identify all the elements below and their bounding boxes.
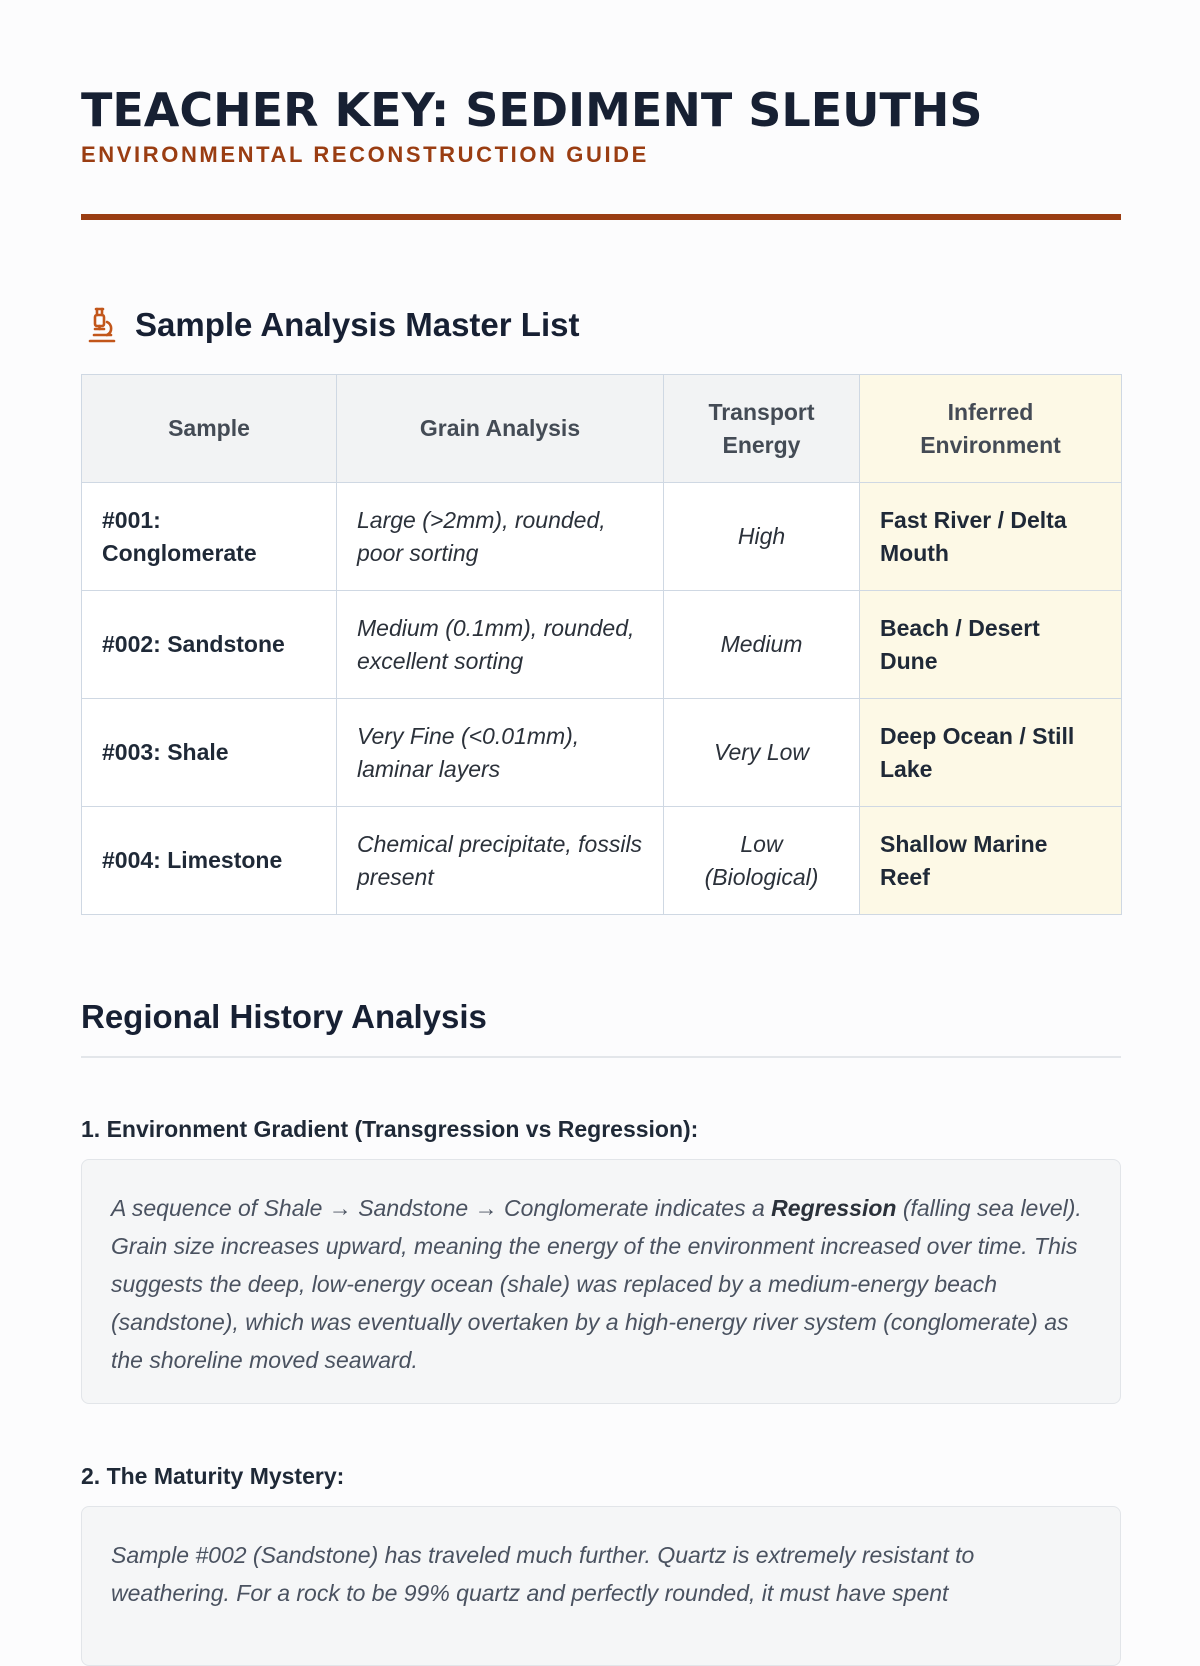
table-header-row — [82, 375, 1122, 483]
table-row — [82, 807, 1122, 915]
question-heading-maturity-mystery: 2. The Maturity Mystery: — [81, 1463, 345, 1489]
sample-cell: #004: Limestone — [82, 807, 337, 915]
table-row — [82, 483, 1122, 591]
answer-text: (falling sea level). Grain size increases upward, meaning the energy of the environment increased over time. This suggests the deep, low-energy ocean (shale) was replaced by a medium-energy beach (sandstone), which was eventually overtaken by a high-energy river system (conglomerate) as the shoreline moved seaward. — [111, 1195, 1082, 1373]
grain-analysis-cell: Chemical precipitate, fossils present — [337, 807, 664, 915]
grain-analysis-cell: Very Fine (<0.01mm), laminar layers — [337, 699, 664, 807]
section-title-sample-analysis: Sample Analysis Master List — [135, 306, 580, 343]
column-header-inferred-environment: Inferred Environment — [860, 375, 1122, 483]
sample-cell: #001: Conglomerate — [82, 483, 337, 591]
inferred-environment-cell: Deep Ocean / Still Lake — [860, 699, 1122, 807]
transport-energy-cell: Medium — [664, 591, 860, 699]
answer-emphasis: Regression — [771, 1195, 897, 1221]
answer-text: Sample #002 (Sandstone) has traveled much further. Quartz is extremely resistant to weathering. For a rock to be 99% quartz and perfectly rounded, it must have spent — [111, 1542, 975, 1606]
sample-cell: #002: Sandstone — [82, 591, 337, 699]
grain-analysis-cell: Large (>2mm), rounded, poor sorting — [337, 483, 664, 591]
microscope-icon — [81, 305, 121, 345]
section-divider — [81, 1056, 1121, 1058]
table-row — [82, 699, 1122, 807]
column-header-grain-analysis: Grain Analysis — [337, 375, 664, 483]
answer-box-maturity-mystery — [81, 1506, 1121, 1666]
column-header-sample: Sample — [82, 375, 337, 483]
question-heading-environment-gradient: 1. Environment Gradient (Transgression vs Regression): — [81, 1116, 699, 1142]
section-title-regional-history: Regional History Analysis — [81, 998, 487, 1035]
answer-text: A sequence of Shale → Sandstone → Conglomerate indicates a — [111, 1195, 772, 1221]
transport-energy-cell: High — [664, 483, 860, 591]
transport-energy-cell: Very Low — [664, 699, 860, 807]
column-header-transport-energy: Transport Energy — [664, 375, 860, 483]
answer-box-environment-gradient — [81, 1159, 1121, 1404]
sample-cell: #003: Shale — [82, 699, 337, 807]
document-subtitle: ENVIRONMENTAL RECONSTRUCTION GUIDE — [81, 142, 649, 167]
table-row — [82, 591, 1122, 699]
sample-analysis-table — [81, 374, 1122, 915]
inferred-environment-cell: Fast River / Delta Mouth — [860, 483, 1122, 591]
document-title: TEACHER KEY: SEDIMENT SLEUTHS — [81, 83, 983, 137]
transport-energy-cell: Low (Biological) — [664, 807, 860, 915]
grain-analysis-cell: Medium (0.1mm), rounded, excellent sorting — [337, 591, 664, 699]
inferred-environment-cell: Shallow Marine Reef — [860, 807, 1122, 915]
title-divider — [81, 214, 1121, 220]
inferred-environment-cell: Beach / Desert Dune — [860, 591, 1122, 699]
section-header-sample-analysis — [81, 300, 579, 350]
